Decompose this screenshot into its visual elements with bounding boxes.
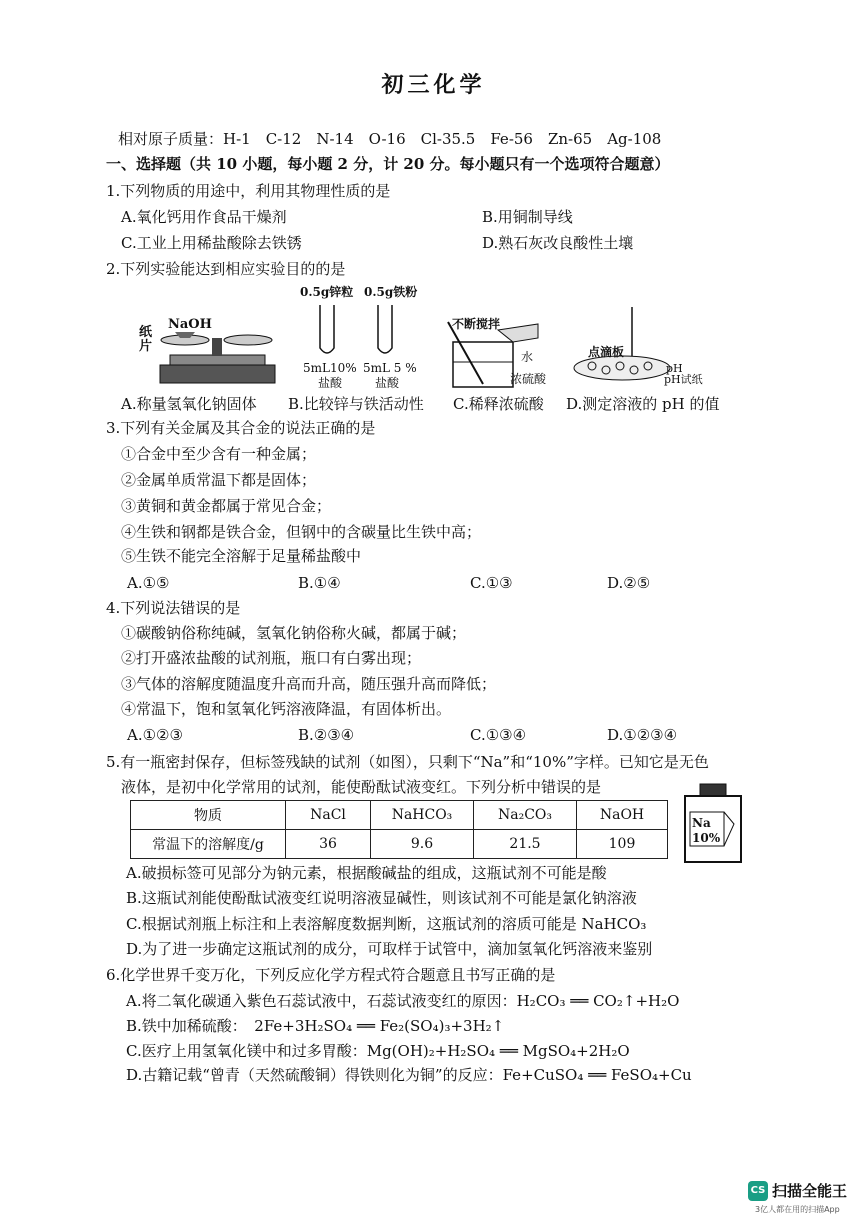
q1-option-d: D.熟石灰改良酸性土壤 — [482, 234, 634, 252]
scanner-watermark — [748, 1180, 847, 1201]
q1-option-c: C.工业上用稀盐酸除去铁锈 — [121, 234, 302, 252]
q5-option-c: C.根据试剂瓶上标注和上表溶解度数据判断，这瓶试剂的溶质可能是 NaHCO₃ — [126, 915, 647, 933]
q5-stem-line1: 5.有一瓶密封保存，但标签残缺的试剂（如图），只剩下“Na”和“10%”字样。已知它是无色 — [106, 753, 709, 771]
fig-a-piece: 片 — [139, 339, 153, 354]
table-header-cell: NaOH — [577, 801, 668, 830]
bottle-label-percent: 10% — [692, 831, 721, 845]
fig-b-acid2b: 盐酸 — [375, 376, 400, 390]
q6-stem: 6.化学世界千变万化，下列反应化学方程式符合题意且书写正确的是 — [106, 966, 556, 984]
q2-stem: 2.下列实验能达到相应实验目的的是 — [106, 260, 346, 278]
watermark-name: 扫描全能王 — [772, 1182, 848, 1200]
fig-d-ph: pH — [666, 362, 683, 375]
q4-stem: 4.下列说法错误的是 — [106, 599, 241, 617]
page-title: 初三化学 — [381, 72, 486, 98]
solubility-table — [130, 800, 668, 859]
q4-option-b: B.②③④ — [298, 726, 355, 744]
fig-b-fe: 0.5g铁粉 — [364, 285, 418, 299]
fig-b-acid1a: 5mL10% — [303, 361, 357, 375]
q3-option-b: B.①④ — [298, 574, 341, 592]
q3-statement-1: ①合金中至少含有一种金属； — [121, 445, 317, 463]
table-header-cell: NaHCO₃ — [371, 801, 474, 830]
q3-statement-3: ③黄铜和黄金都属于常见合金； — [121, 497, 332, 515]
q4-option-d: D.①②③④ — [607, 726, 678, 744]
table-cell: 36 — [286, 830, 371, 859]
q3-statement-4: ④生铁和钢都是铁合金，但钢中的含碳量比生铁中高； — [121, 523, 482, 541]
q4-statement-1: ①碳酸钠俗称纯碱，氢氧化钠俗称火碱，都属于碱； — [121, 624, 467, 642]
q2-option-a: A.称量氢氧化钠固体 — [121, 395, 257, 413]
q4-statement-2: ②打开盛浓盐酸的试剂瓶，瓶口有白雾出现； — [121, 649, 422, 667]
q3-option-a: A.①⑤ — [127, 574, 170, 592]
q5-stem-line2: 液体，是初中化学常用的试剂，能使酚酞试液变红。下列分析中错误的是 — [121, 778, 602, 796]
q2-option-b: B.比较锌与铁活动性 — [288, 395, 424, 413]
q4-option-c: C.①③④ — [470, 726, 527, 744]
fig-a-naoh: NaOH — [168, 317, 212, 332]
fig-b-acid2a: 5mL 5 % — [363, 361, 417, 375]
cs-logo-icon: CS — [748, 1181, 768, 1201]
fig-c-water: 水 — [521, 350, 534, 364]
q6-option-c: C.医疗上用氢氧化镁中和过多胃酸：Mg(OH)₂+H₂SO₄ ══ MgSO₄+2H₂O — [126, 1042, 630, 1060]
table-header-cell: NaCl — [286, 801, 371, 830]
fig-a-paper: 纸 — [139, 325, 153, 340]
table-header-cell: Na₂CO₃ — [474, 801, 577, 830]
table-header-cell: 物质 — [131, 801, 286, 830]
bottle-label-na: Na — [692, 816, 711, 830]
watermark-subtitle: 3亿人都在用的扫描App — [755, 1205, 840, 1214]
q4-statement-4: ④常温下，饱和氢氧化钙溶液降温，有固体析出。 — [121, 700, 452, 718]
section-heading: 一、选择题（共 10 小题，每小题 2 分，计 20 分。每小题只有一个选项符合题意） — [106, 155, 670, 173]
table-cell: 21.5 — [474, 830, 577, 859]
q6-option-d: D.古籍记载“曾青（天然硫酸铜）得铁则化为铜”的反应：Fe+CuSO₄ ══ FeSO₄+Cu — [126, 1066, 692, 1084]
q3-option-c: C.①③ — [470, 574, 513, 592]
test-tubes-figure — [300, 300, 420, 360]
fig-c-stir: 不断搅拌 — [452, 317, 501, 331]
table-cell: 常温下的溶解度/g — [131, 830, 286, 859]
atomic-masses: 相对原子质量：H-1 C-12 N-14 O-16 Cl-35.5 Fe-56 Zn-65 Ag-108 — [118, 130, 662, 148]
q5-option-d: D.为了进一步确定这瓶试剂的成分，可取样于试管中，滴加氢氧化钙溶液来鉴别 — [126, 940, 653, 958]
table-row — [131, 830, 668, 859]
table-header-row — [131, 801, 668, 830]
fig-c-acid: 浓硫酸 — [510, 372, 547, 386]
fig-d-paper: pH试纸 — [664, 373, 703, 386]
table-cell: 109 — [577, 830, 668, 859]
q3-statement-5: ⑤生铁不能完全溶解于足量稀盐酸中 — [121, 547, 362, 565]
q3-stem: 3.下列有关金属及其合金的说法正确的是 — [106, 419, 376, 437]
fig-b-acid1b: 盐酸 — [318, 376, 343, 390]
q1-option-b: B.用铜制导线 — [482, 208, 573, 226]
q4-statement-3: ③气体的溶解度随温度升高而升高，随压强升高而降低； — [121, 675, 497, 693]
q5-option-b: B.这瓶试剂能使酚酞试液变红说明溶液显碱性，则该试剂不可能是氯化钠溶液 — [126, 889, 637, 907]
q1-option-a: A.氧化钙用作食品干燥剂 — [121, 208, 287, 226]
table-cell: 9.6 — [371, 830, 474, 859]
q6-option-b: B.铁中加稀硫酸： 2Fe+3H₂SO₄ ══ Fe₂(SO₄)₃+3H₂↑ — [126, 1017, 505, 1035]
q3-statement-2: ②金属单质常温下都是固体； — [121, 471, 317, 489]
q5-option-a: A.破损标签可见部分为钠元素，根据酸碱盐的组成，这瓶试剂不可能是酸 — [126, 864, 607, 882]
q6-option-a: A.将二氧化碳通入紫色石蕊试液中，石蕊试液变红的原因：H₂CO₃ ══ CO₂↑+H₂O — [126, 992, 680, 1010]
q1-stem: 1.下列物质的用途中，利用其物理性质的是 — [106, 182, 391, 200]
fig-b-zn: 0.5g锌粒 — [300, 285, 354, 299]
q2-option-d: D.测定溶液的 pH 的值 — [566, 395, 720, 413]
q4-option-a: A.①②③ — [127, 726, 183, 744]
q3-option-d: D.②⑤ — [607, 574, 651, 592]
q2-option-c: C.稀释浓硫酸 — [453, 395, 544, 413]
fig-d-plate: 点滴板 — [588, 345, 625, 359]
